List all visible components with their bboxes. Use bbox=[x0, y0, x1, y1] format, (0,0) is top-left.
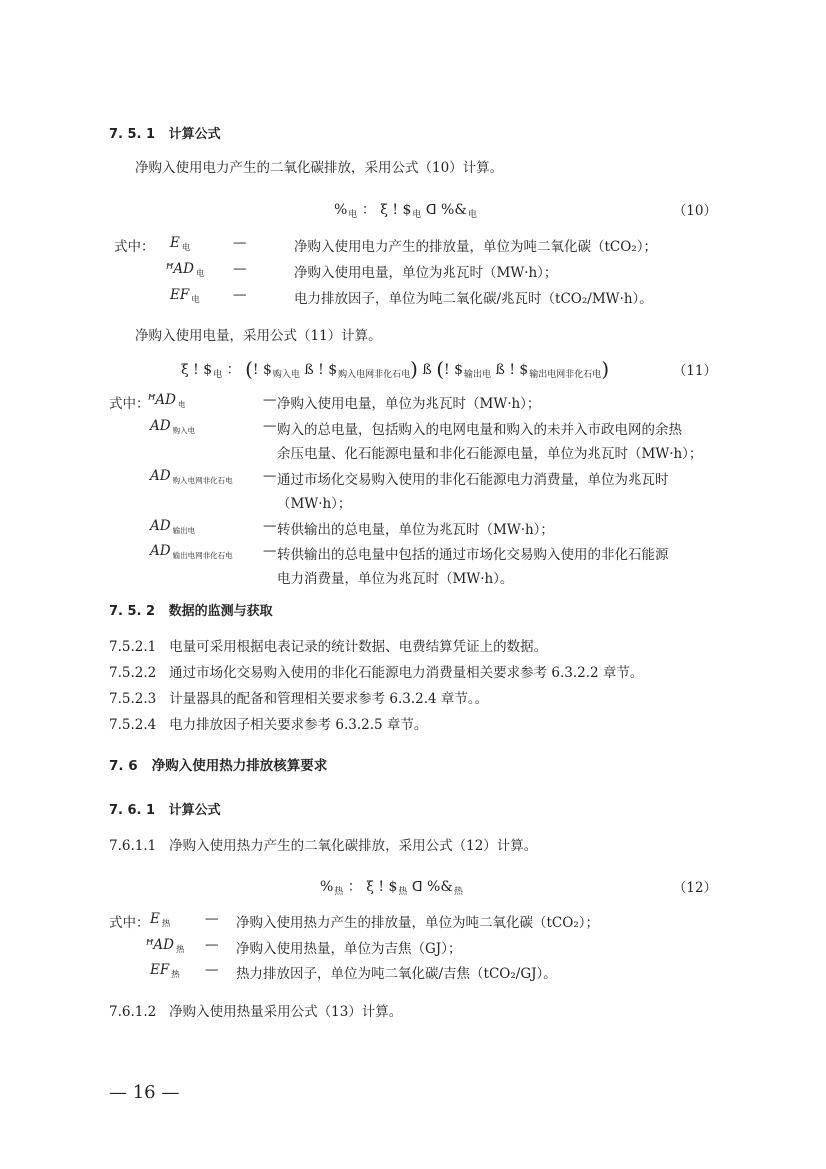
dash: — bbox=[263, 543, 277, 559]
clause-7-5-2-2: 7.5.2.2 通过市场化交易购入使用的非化石能源电力消费量相关要求参考 6.3.2.2 章节。 bbox=[109, 665, 644, 681]
definition-text: （MW·h）； bbox=[277, 496, 352, 512]
symbol-ef-elec: EF $_电$ bbox=[170, 287, 200, 305]
clause-7-5-2-4: 7.5.2.4 电力排放因子相关要求参考 6.3.2.5 章节。 bbox=[109, 717, 428, 733]
section-heading-7-5-2: 7. 5. 2 数据的监测与获取 bbox=[109, 604, 273, 619]
symbol-e-heat: E $_热$ bbox=[150, 911, 171, 929]
symbol-ad-output-nonfossil: AD $_{输出电网非化石电}$ bbox=[150, 543, 233, 560]
definition-text: 转供输出的总电量，单位为兆瓦时（MW·h）； bbox=[277, 522, 554, 538]
section-heading-7-6: 7. 6 净购入使用热力排放核算要求 bbox=[109, 758, 328, 774]
dash: — bbox=[233, 261, 247, 277]
formula-10: $\%_电$ ： ξ ! $\$_电$ ᗡ $\%\&_电$ bbox=[334, 202, 477, 220]
definition-text: 净购入使用电力产生的排放量，单位为吨二氧化碳（tCO₂）； bbox=[294, 239, 657, 255]
clause-7-5-2-1: 7.5.2.1 电量可采用根据电表记录的统计数据、电费结算凭证上的数据。 bbox=[109, 639, 548, 655]
formula-11: ξ ! $\$_电$ ： (! $\$_{购入电}$ ß ! $\$_{购入电网非化石电}$) ß (! $\$_{输出电}$ ß ! $\$_{输出电网非化石电}$) bbox=[181, 357, 610, 381]
section-heading-7-5-1 bbox=[109, 123, 221, 142]
symbol-ad-purchased: AD $_{购入电}$ bbox=[150, 418, 196, 435]
dash: — bbox=[263, 418, 277, 434]
clause-7-6-1-2: 7.6.1.2 净购入使用热量采用公式（13）计算。 bbox=[109, 1004, 403, 1020]
equation-number-11: （11） bbox=[672, 363, 717, 379]
symbol-ad-elec: ꟸAD $_电$ bbox=[166, 261, 205, 279]
symbol-ad-heat: ꟸAD $_热$ bbox=[146, 937, 185, 955]
section-number: 7. 5. 1 bbox=[109, 127, 156, 142]
definition-text: 购入的总电量，包括购入的电网电量和购入的未并入市政电网的余热 bbox=[277, 422, 682, 438]
dash: — bbox=[205, 962, 219, 978]
section-heading-7-6-1: 7. 6. 1 计算公式 bbox=[109, 803, 221, 818]
formula-12: $\%_热$ ： ξ ! $\$_热$ ᗡ $\%\&_热$ bbox=[320, 879, 463, 897]
definition-text: 转供输出的总电量中包括的通过市场化交易购入使用的非化石能源 bbox=[277, 547, 669, 563]
section-title: 计算公式 bbox=[168, 127, 221, 142]
dash: — bbox=[233, 235, 247, 251]
dash: — bbox=[205, 911, 219, 927]
clause-7-6-1-1: 7.6.1.1 净购入使用热力产生的二氧化碳排放，采用公式（12）计算。 bbox=[109, 838, 538, 854]
paragraph: 净购入使用电力产生的二氧化碳排放，采用公式（10）计算。 bbox=[135, 160, 504, 176]
equation-number-12: （12） bbox=[672, 880, 717, 896]
symbol-ad-output: AD $_{输出电}$ bbox=[150, 518, 196, 535]
symbol-ad-purchased-nonfossil: AD $_{购入电网非化石电}$ bbox=[150, 468, 233, 485]
symbol-ef-heat: EF $_热$ bbox=[150, 962, 180, 980]
dash: — bbox=[263, 468, 277, 484]
definition-text: 热力排放因子，单位为吨二氧化碳/吉焦（tCO₂/GJ）。 bbox=[236, 966, 557, 982]
equation-number-10: （10） bbox=[672, 203, 717, 219]
symbol-e-elec: E $_电$ bbox=[170, 235, 191, 253]
dash: — bbox=[263, 392, 277, 408]
where-label: 式中： bbox=[114, 239, 155, 255]
definition-text: 余压电量、化石能源电量和非化石能源电量，单位为兆瓦时（MW·h）； bbox=[277, 446, 703, 462]
definition-text: 通过市场化交易购入使用的非化石能源电力消费量，单位为兆瓦时 bbox=[277, 472, 669, 488]
definition-text: 净购入使用电量，单位为兆瓦时（MW·h）； bbox=[294, 265, 558, 281]
definition-text: 净购入使用热力产生的排放量，单位为吨二氧化碳（tCO₂）； bbox=[236, 915, 599, 931]
definition-text: 电力排放因子，单位为吨二氧化碳/兆瓦时（tCO₂/MW·h）。 bbox=[294, 291, 653, 307]
where-label: 式中： bbox=[109, 915, 150, 931]
where-label: 式中： bbox=[109, 396, 150, 412]
paragraph: 净购入使用电量，采用公式（11）计算。 bbox=[135, 328, 382, 344]
definition-text: 电力消费量，单位为兆瓦时（MW·h）。 bbox=[277, 571, 514, 587]
clause-7-5-2-3: 7.5.2.3 计量器具的配备和管理相关要求参考 6.3.2.4 章节。。 bbox=[109, 691, 489, 707]
page-number: — 16 — bbox=[109, 1082, 180, 1103]
symbol-ad-elec: ꟸAD $_电$ bbox=[148, 392, 186, 409]
definition-text: 净购入使用电量，单位为兆瓦时（MW·h）； bbox=[277, 396, 541, 412]
dash: — bbox=[233, 287, 247, 303]
definition-text: 净购入使用热量，单位为吉焦（GJ）； bbox=[236, 941, 462, 957]
dash: — bbox=[263, 518, 277, 534]
dash: — bbox=[205, 937, 219, 953]
